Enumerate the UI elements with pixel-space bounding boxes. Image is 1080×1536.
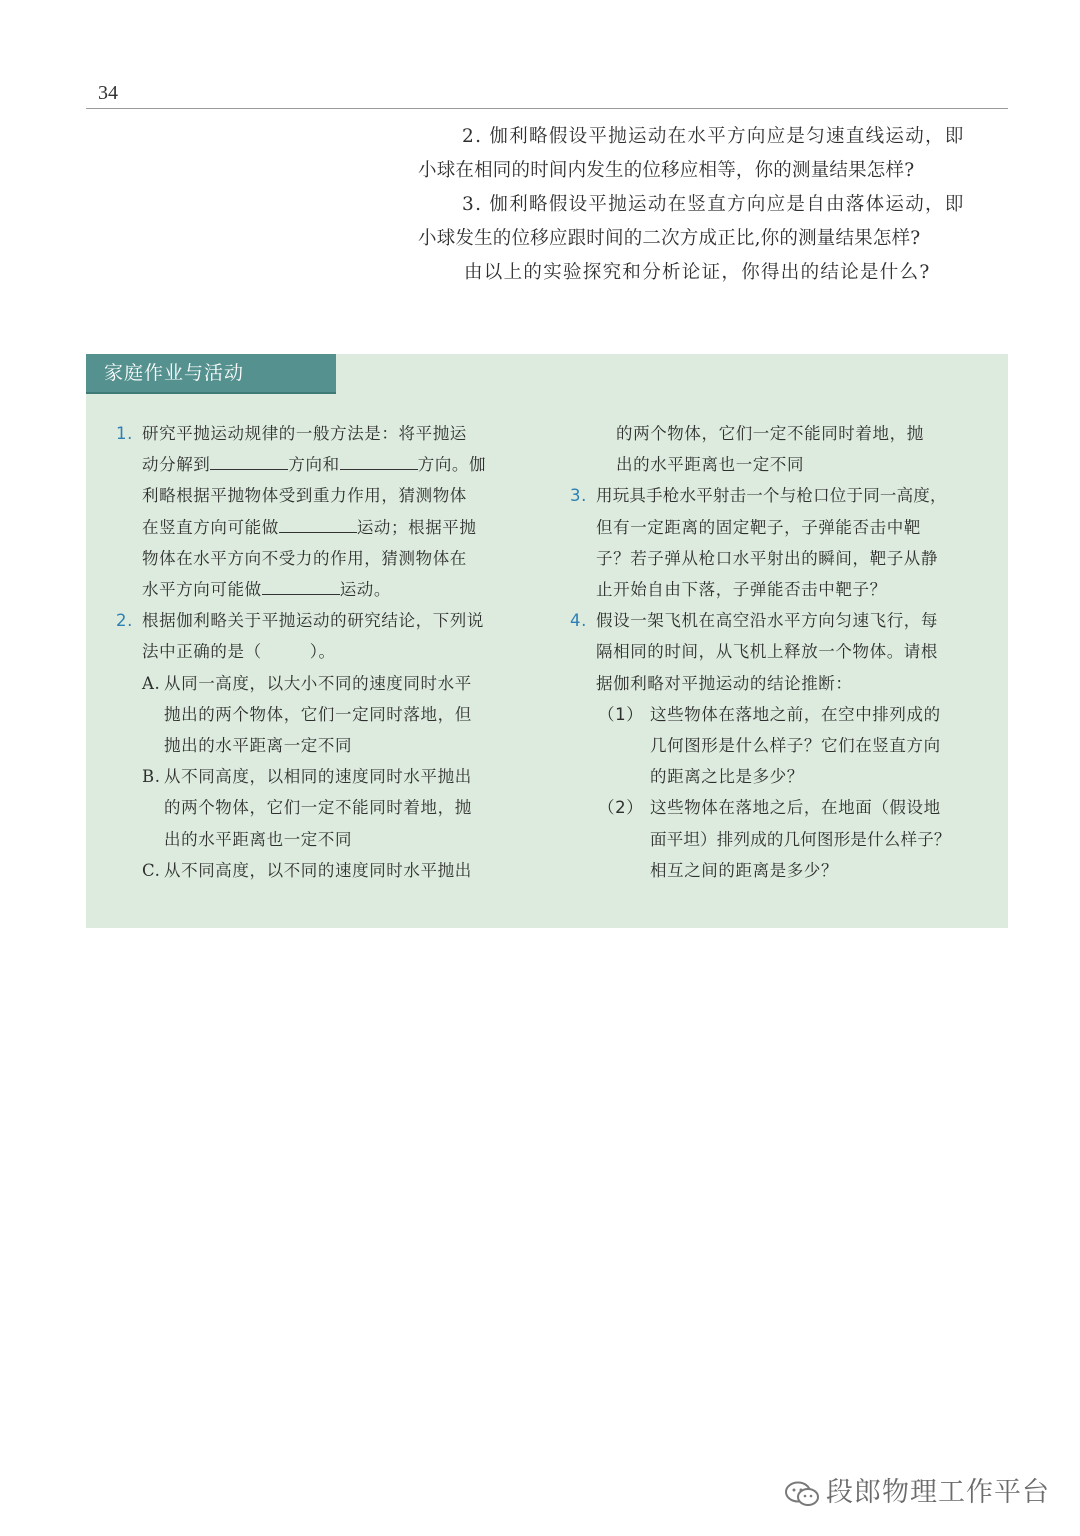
sub-question-line: 几何图形是什么样子？它们在竖直方向: [650, 736, 941, 756]
option-letter: B.: [142, 767, 161, 787]
sub-question-line: 面平坦）排列成的几何图形是什么样子？: [650, 829, 951, 849]
option-line: 出的水平距离也一定不同: [164, 829, 353, 849]
text: 方向和: [288, 455, 340, 475]
question-line: 子？若子弹从枪口水平射出的瞬间，靶子从静: [596, 548, 938, 568]
homework-panel: [86, 354, 1008, 928]
question-line: 研究平抛运动规律的一般方法是：将平抛运: [142, 424, 467, 443]
watermark-text: 段郎物理工作平台: [826, 1477, 1050, 1508]
text: 动分解到: [142, 455, 211, 475]
intro-text: [418, 120, 1010, 290]
question-line: 根据伽利略关于平抛运动的研究结论，下列说: [142, 611, 484, 631]
question-line: 隔相同的时间，从飞机上释放一个物体。请根: [596, 642, 938, 662]
homework-column-left: [116, 418, 526, 886]
question-number: 3.: [570, 486, 587, 506]
sub-question-number: （1）: [598, 704, 644, 724]
intro-line: 3. 伽利略假设平抛运动在竖直方向应是自由落体运动，即: [462, 194, 965, 215]
option-a: [116, 668, 526, 762]
option-line: 出的水平距离也一定不同: [616, 455, 805, 475]
sub-question-number: （2）: [598, 798, 644, 818]
intro-line: 由以上的实验探究和分析论证，你得出的结论是什么?: [464, 262, 931, 283]
question-number: 2.: [116, 611, 133, 631]
option-letter: C.: [142, 860, 161, 880]
question-line: 用玩具手枪水平射击一个与枪口位于同一高度，: [596, 486, 947, 506]
option-b: [116, 761, 526, 855]
intro-line: 小球发生的位移应跟时间的二次方成正比,你的测量结果怎样?: [418, 228, 921, 249]
fill-blank: [340, 451, 418, 470]
question-1: [116, 418, 526, 605]
option-line: 抛出的两个物体，它们一定同时落地，但: [164, 704, 472, 724]
intro-line: 2. 伽利略假设平抛运动在水平方向应是匀速直线运动，即: [462, 126, 965, 147]
option-line: 从同一高度，以大小不同的速度同时水平: [164, 673, 472, 693]
wechat-icon: [784, 1480, 820, 1508]
text: 运动。: [339, 580, 392, 600]
sub-question-2: [570, 792, 980, 886]
option-line: 从不同高度，以相同的速度同时水平抛出: [164, 767, 472, 787]
question-line: 利略根据平抛物体受到重力作用，猜测物体: [142, 486, 467, 506]
fill-blank: [210, 451, 288, 470]
watermark: [784, 1470, 1050, 1509]
question-4: [570, 605, 980, 699]
header-rule: [86, 108, 1008, 109]
question-line: [142, 636, 526, 667]
fill-blank: [262, 576, 340, 595]
sub-question-line: 这些物体在落地之前，在空中排列成的: [650, 704, 941, 724]
sub-question-1: [570, 699, 980, 793]
question-line: 但有一定距离的固定靶子，子弹能否击中靶: [596, 517, 921, 537]
option-line: 从不同高度，以不同的速度同时水平抛出: [164, 860, 472, 880]
question-line: [142, 449, 526, 480]
question-line: 假设一架飞机在高空沿水平方向匀速飞行，每: [596, 611, 938, 631]
fill-blank: [279, 514, 357, 533]
option-line: 抛出的水平距离一定不同: [164, 736, 353, 756]
text: 水平方向可能做: [142, 580, 262, 600]
question-2: [116, 605, 526, 667]
question-line: 止开始自由下落，子弹能否击中靶子？: [596, 580, 887, 600]
option-line: 的两个物体，它们一定不能同时着地，抛: [616, 424, 924, 443]
text: 在竖直方向可能做: [142, 517, 279, 537]
question-number: 1.: [116, 424, 133, 443]
question-line: 物体在水平方向不受力的作用，猜测物体在: [142, 548, 467, 568]
text: ）。: [309, 642, 336, 662]
text: 方向。伽: [417, 455, 487, 475]
sub-question-line: 这些物体在落地之后，在地面（假设地: [650, 798, 941, 818]
homework-title: 家庭作业与活动: [86, 354, 336, 394]
text: 法中正确的是（: [142, 642, 262, 662]
option-letter: A.: [142, 673, 161, 693]
question-number: 4.: [570, 611, 587, 631]
text: 运动；根据平抛: [356, 517, 477, 537]
question-line: [142, 574, 526, 605]
question-3: [570, 480, 980, 605]
intro-line: 小球在相同的时间内发生的位移应相等，你的测量结果怎样?: [418, 160, 915, 181]
sub-question-line: 的距离之比是多少？: [650, 767, 804, 787]
question-line: 据伽利略对平抛运动的结论推断：: [596, 673, 853, 693]
option-line: 的两个物体，它们一定不能同时着地，抛: [164, 798, 472, 818]
homework-column-right: [570, 418, 980, 886]
page-number: 34: [98, 82, 118, 104]
option-c-continued: [570, 418, 980, 480]
sub-question-line: 相互之间的距离是多少？: [650, 860, 839, 880]
option-c: [116, 855, 526, 886]
question-line: [142, 512, 526, 543]
